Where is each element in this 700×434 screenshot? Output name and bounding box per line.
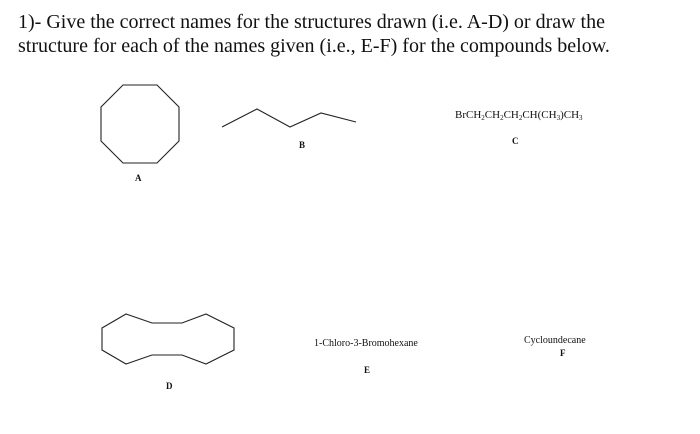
label-d: D [166,381,173,391]
formula-subscript: 3 [556,114,561,122]
label-f: F [560,348,566,358]
formula-subscript: 2 [518,114,523,122]
formula-part: BrCH [455,109,482,121]
question-line-2: structure for each of the names given (i.e., E-F) for the compounds below. [18,35,610,57]
formula-subscript: 2 [500,114,504,122]
label-a: A [135,173,142,183]
formula-part: CH [503,109,519,121]
structure-d-bicyclic [98,300,240,375]
formula-subscript: 3 [579,114,583,122]
structure-b-chain [218,100,360,140]
formula-c [455,109,583,121]
structure-a-octagon [95,80,185,170]
label-e: E [364,365,371,375]
formula-part: CH [484,109,501,121]
compound-name-f: Cycloundecane [524,335,586,346]
question-line-1: 1)- Give the correct names for the structures drawn (i.e. A-D) or draw the [18,11,605,33]
label-c: C [512,136,519,146]
question-text [18,10,688,58]
label-b: B [299,140,306,150]
formula-part: CH(CH [522,109,557,121]
formula-part: )CH [560,109,580,121]
formula-subscript: 2 [481,114,485,122]
compound-name-e: 1-Chloro-3-Bromohexane [314,338,418,349]
